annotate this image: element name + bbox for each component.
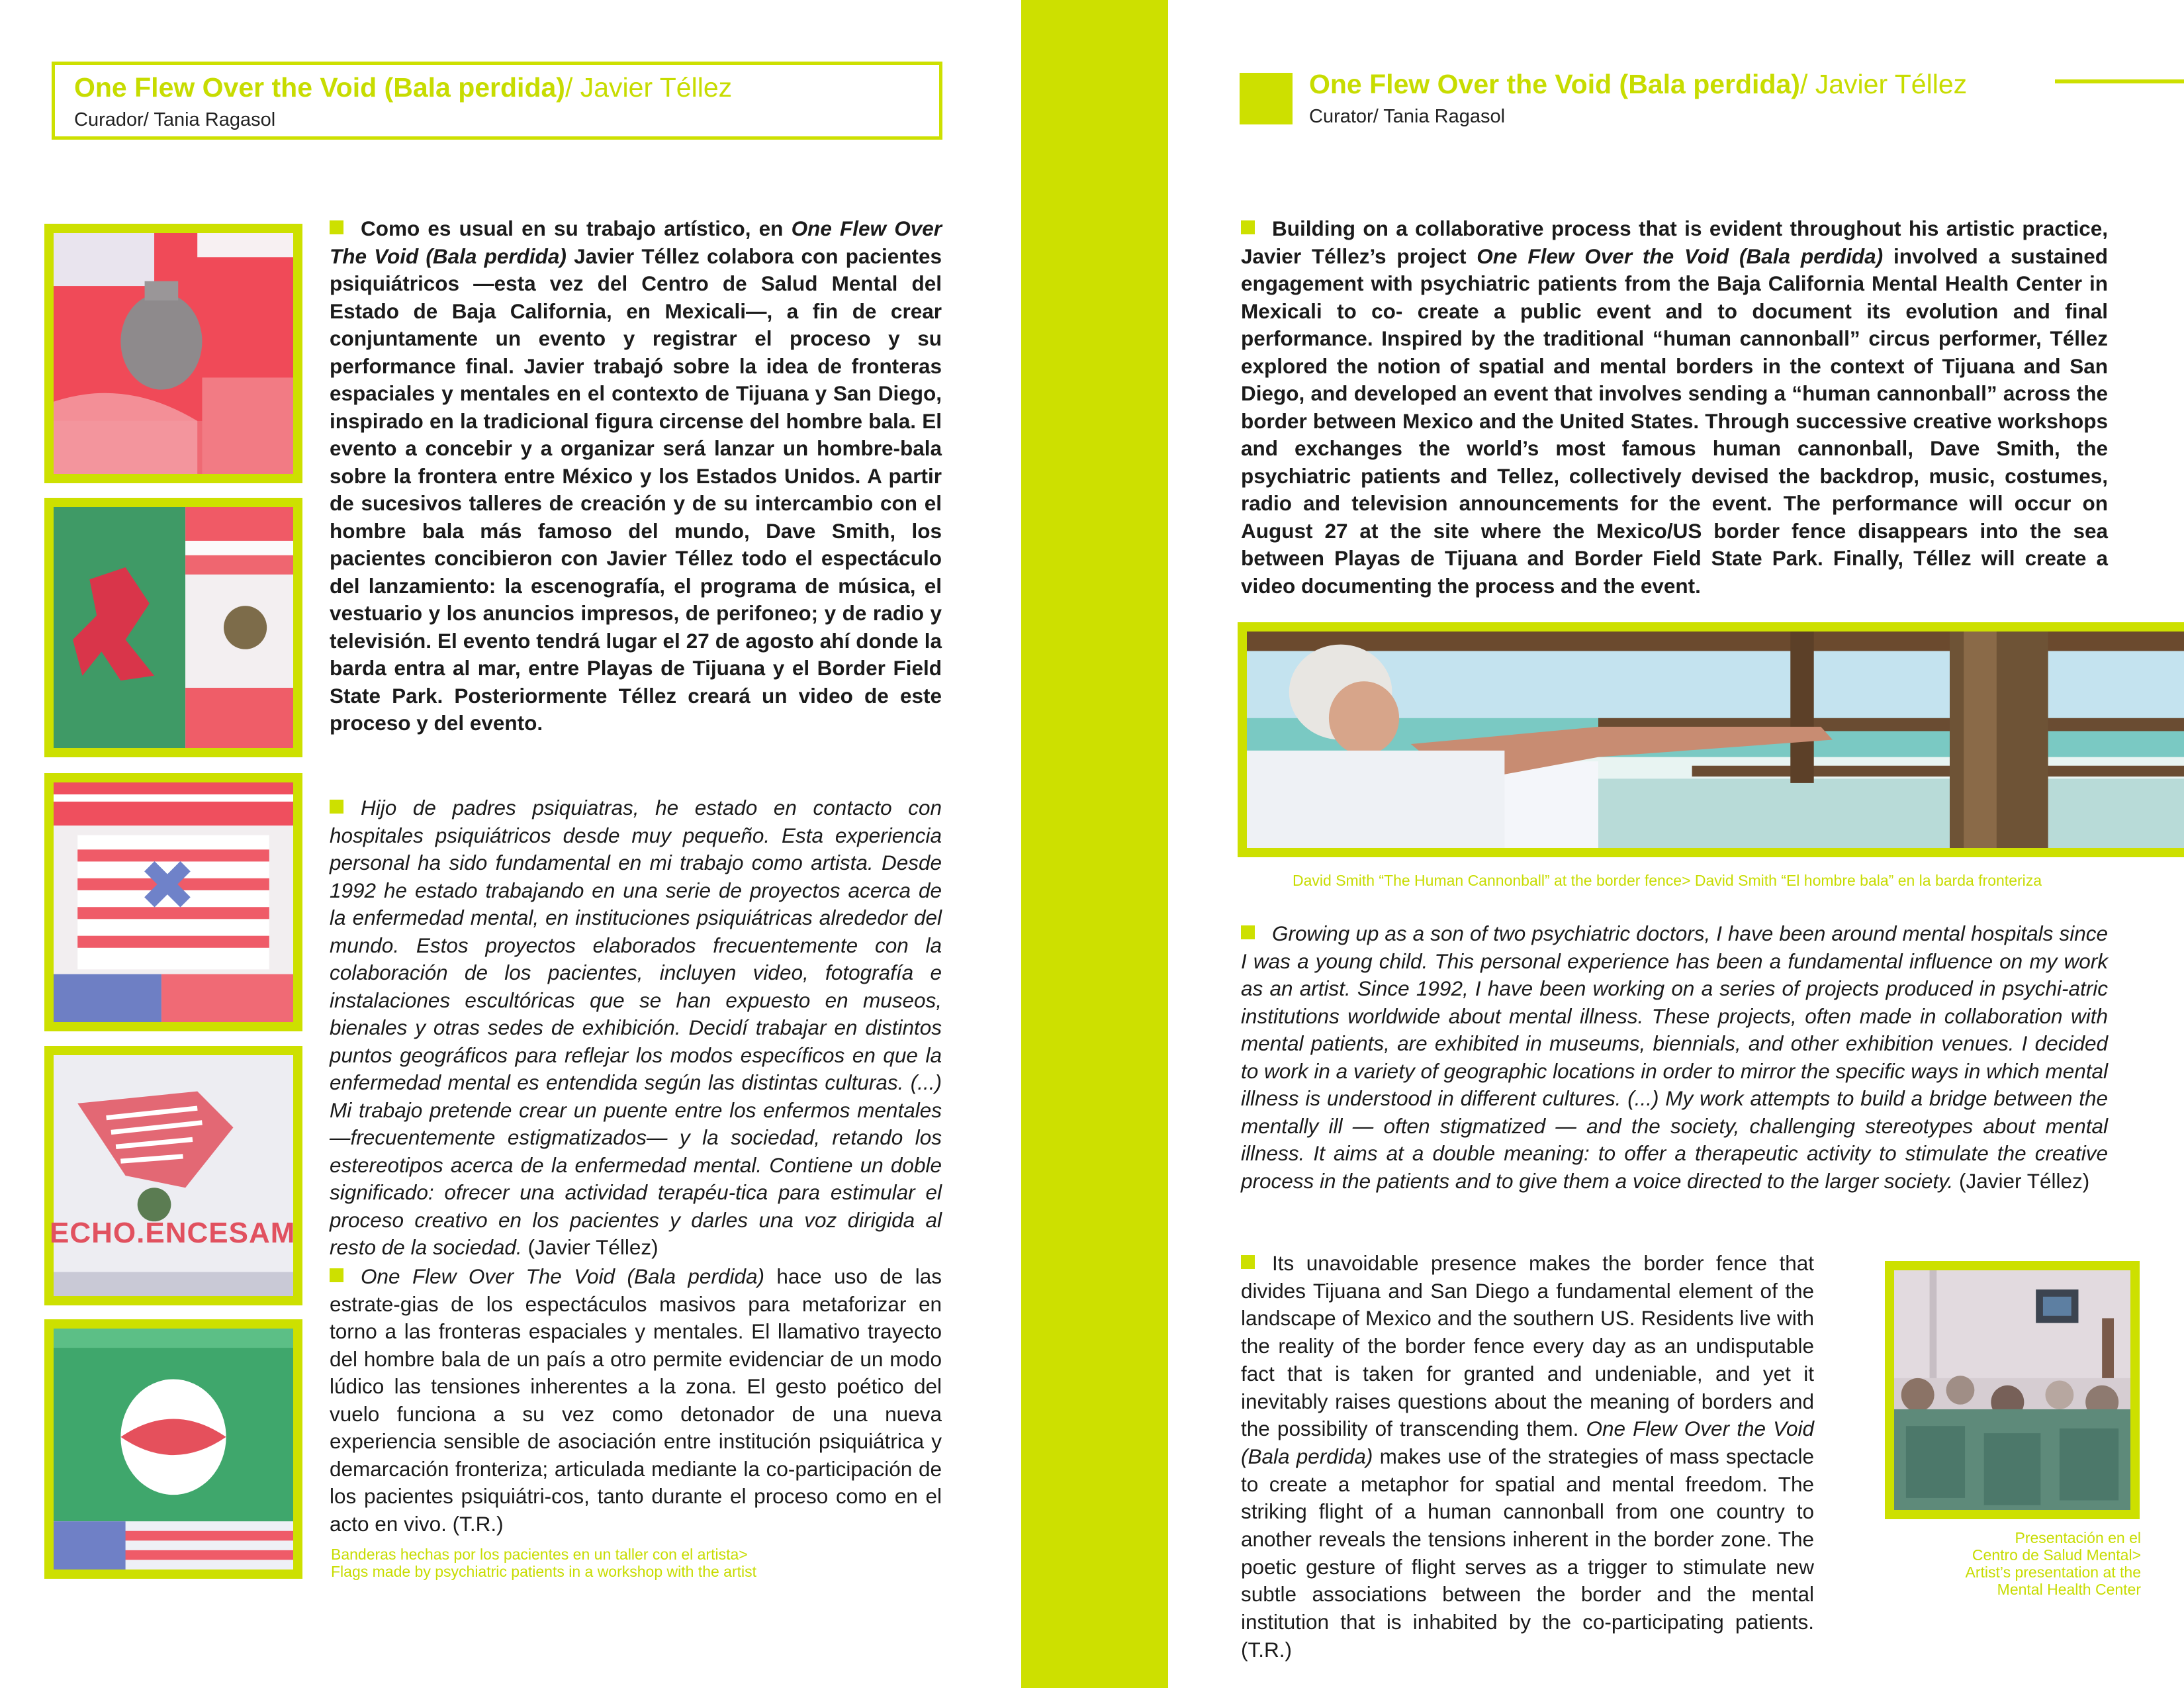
flag-photo-5 <box>44 1319 302 1579</box>
presentation-photo-image <box>1894 1270 2130 1510</box>
left-title-box <box>52 62 942 140</box>
flag-photo-3-image <box>54 782 293 1022</box>
right-title-square <box>1240 73 1293 124</box>
flag-photo-4 <box>44 1046 302 1305</box>
flag-photo-2-image <box>54 507 293 748</box>
left-paragraph-3: One Flew Over The Void (Bala perdida) hace uso de las estrate-gias de los espectáculos masivos para metaforizar en torno a las fronteras espaciales y mentales. El llamativo trayecto del hombre bala de un país a otro permite evidenciar de un modo lúdico las tensiones inherentes a la zona. El gesto poético del vuelo funciona a su vez como detonador de una nueva experiencia sensible de asociación entre institución psiquiátrica y demarcación fronteriza; articulada mediante la co-participación de los pacientes psiquiátri-cos, tanto durante el proceso como en el acto en vivo. (T.R.) <box>330 1264 942 1536</box>
left-title: One Flew Over the Void (Bala perdida)/ Javier Téllez <box>74 72 733 103</box>
flag-photo-5-image <box>54 1329 293 1570</box>
border-fence-photo <box>1238 622 2184 857</box>
left-paragraph-2: Hijo de padres psiquiatras, he estado en contacto con hospitales psiquiátricos desde muy pequeño. Esta experiencia personal ha sido fundamental en mi trabajo como artista. Desde 1992 he estado trabajando en una serie de proyectos acerca de la enfermedad mental, en instituciones psiquiátricas alrededor del mundo. Estos proyectos elaborados frecuentemente con la colaboración de los pacientes, incluyen video, fotografía e instalaciones escultóricas que se han expuesto en museos, bienales y otras sedes de exhibición. Decidí trabajar en distintos puntos geográficos para reflejar los modos específicos en que la enfermedad mental es entendida según las distintas culturas. (...) Mi trabajo pretende crear un puente entre los enfermos mentales —frecuentemente estigmatizados— y la sociedad, retando los estereotipos acerca de la enfermedad mental. Contiene un doble significado: ofrecer una actividad terapéu-tica para estimular el proceso creativo en los pacientes y darles una voz dirigida al resto de la sociedad. (Javier Téllez) <box>330 796 942 1259</box>
left-flag-caption <box>331 1546 927 1580</box>
presentation-caption <box>1840 1529 2141 1598</box>
right-title-rule <box>2055 79 2184 83</box>
right-title-block <box>1309 71 2050 126</box>
flag-photo-4-text: ECHO.ENCESAM <box>50 1217 296 1249</box>
right-subtitle: Curator/ Tania Ragasol <box>1309 106 1506 127</box>
right-paragraph-3: Its unavoidable presence makes the border fence that divides Tijuana and San Diego a fundamental element of the landscape of Mexico and the southern US. Residents live with the reality of the border fence every day as an undisputable fact that is taken for granted and undeniable, and yet it inevitably raises questions about the meaning of borders and the possibility of transcending them. One Flew Over the Void (Bala perdida) makes use of the strategies of mass spectacle to create a metaphor for spatial and mental freedom. The striking flight of a human cannonball from one country to another reveals the tensions inherent in the border zone. The poetic gesture of flight serves as a trigger to stimulate new subtle associations between the border and the mental institution that is inhabited by the co-participating patients. (T.R.) <box>1241 1251 1815 1662</box>
right-paragraph-1: Building on a collaborative process that is evident throughout his artistic practice, Javier Téllez’s project One Flew Over the Void (Bala perdida) involved a sustained engagement with psychiatric patients from the Baja California Mental Health Center in Mexicali to co- create a public event and to document its evolution and final performance. Inspired by the traditional “human cannonball” circus performer, Téllez explored the notion of spatial and mental borders in the context of Tijuana and San Diego, and developed an event that involves sending a “human cannonball” across the border between Mexico and the United States. Through successive creative workshops and exchanges the world’s most famous human cannonball, Dave Smith, the psychiatric patients and Tellez, collectively devised the backdrop, music, costumes, radio and television announcements for the event. The performance will occur on August 27 at the site where the Mexico/US border fence disappears into the sea between Playas de Tijuana and Border Field State Park. Finally, Téllez will create a video documenting the process and the event. <box>1241 216 2108 598</box>
flag-photo-4-image <box>54 1055 293 1296</box>
right-paragraph-2: Growing up as a son of two psychiatric doctors, I have been around mental hospitals since I was a young child. This personal experience has been a fundamental influence on my work as an artist. Since 1992, I have been working on a series of projects produced in psychi-atric institutions worldwide about mental illness. These projects, often made in collaboration with mental patients, are exhibited in museums, biennials, and other exhibition venues. I decided to work in a variety of geographic locations in order to mirror the specific ways in which mental illness is understood in different cultures. (...) My work attempts to build a bridge between the mentally ill — often stigmatized — and the society, challenging stereotypes about mental illness. It aims at a double meaning: to offer a therapeutic activity to stimulate the creative process in the patients and to give them a voice directed to the larger society. (Javier Téllez) <box>1241 921 2108 1193</box>
flag-photo-3 <box>44 773 302 1031</box>
border-fence-caption: David Smith “The Human Cannonball” at the border fence> David Smith “El hombre bala” en la barda fronteriza <box>1293 872 2042 889</box>
flag-photo-1-image <box>54 233 293 474</box>
presentation-caption-line-1: Presentación en el <box>2015 1529 2141 1546</box>
bullet-square-icon <box>1241 1255 1255 1269</box>
presentation-photo <box>1885 1261 2140 1519</box>
presentation-caption-line-2: Centro de Salud Mental> <box>1972 1546 2141 1564</box>
flag-photo-2 <box>44 498 302 757</box>
bullet-square-icon <box>330 1268 343 1282</box>
right-title: One Flew Over the Void (Bala perdida)/ Javier Téllez <box>1309 69 1968 99</box>
bullet-square-icon <box>330 220 343 234</box>
border-fence-photo-image <box>1247 632 2184 848</box>
left-flag-caption-line-2: Flags made by psychiatric patients in a workshop with the artist <box>331 1563 757 1580</box>
presentation-caption-line-4: Mental Health Center <box>1997 1581 2141 1598</box>
bullet-square-icon <box>1241 925 1255 939</box>
bullet-square-icon <box>330 800 343 814</box>
presentation-caption-line-3: Artist’s presentation at the <box>1965 1564 2141 1581</box>
bullet-square-icon <box>1241 220 1255 234</box>
left-subtitle: Curador/ Tania Ragasol <box>74 109 276 130</box>
left-paragraph-1: Como es usual en su trabajo artístico, en One Flew Over The Void (Bala perdida) Javier Téllez colabora con pacientes psiquiátricos —esta vez del Centro de Salud Mental del Estado de Baja California, en Mexicali—, a fin de crear conjuntamente un evento y registrar el proceso y su performance final. Javier trabajó sobre la idea de fronteras espaciales y mentales en el contexto de Tijuana y San Diego, inspirado en la tradicional figura circense del hombre bala. El evento a concebir y a organizar será lanzar un hombre-bala sobre la frontera entre México y los Estados Unidos. A partir de sucesivos talleres de creación y de su intercambio con el hombre bala más famoso del mundo, Dave Smith, los pacientes concibieron con Javier Téllez todo el espectáculo del lanzamiento: la escenografía, el programa de música, el vestuario y los anuncios impresos, de perifoneo; y de radio y televisión. El evento tendrá lugar el 27 de agosto ahí donde la barda entra al mar, entre Playas de Tijuana y el Border Field State Park. Posteriormente Téllez creará un video de este proceso y del evento. <box>330 216 942 735</box>
left-flag-caption-line-1: Banderas hechas por los pacientes en un taller con el artista> <box>331 1546 748 1563</box>
flag-photo-1 <box>44 224 302 483</box>
center-spine <box>1021 0 1168 1688</box>
